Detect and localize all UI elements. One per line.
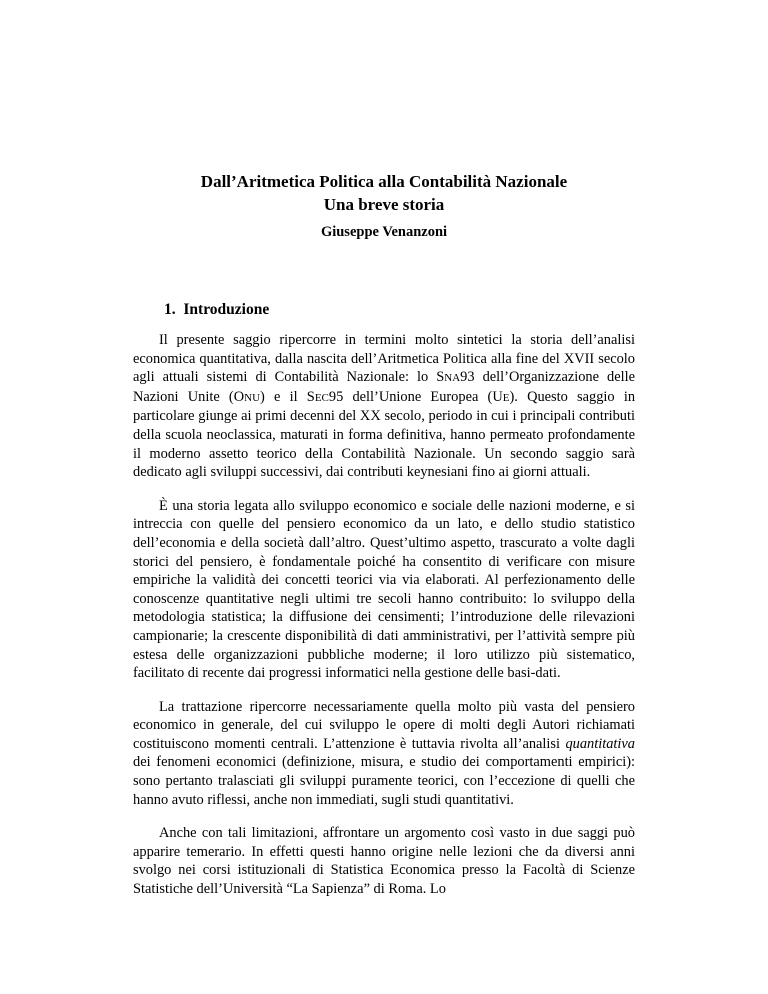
p1-text-d: 95 dell’Unione Europea (U [328, 388, 503, 405]
paragraph-2: È una storia legata allo sviluppo economico e sociale delle nazioni moderne, e si intreccia con quelle del pensiero economico da un lato, e dello studio statistico dell’economia e della società dall’altro. Quest’ultimo aspetto, trascurato a volte dagli storici del pensiero, è fondamentale poiché ha consentito di verificare con misure empiriche la validità dei concetti teorici via via elaborati. Al perfezionamento delle conoscenze quantitative negli ultimi tre secoli hanno contribuito: lo sviluppo della metodologia statistica; la diffusione dei censimenti; l’introduzione delle rilevazioni campionarie; la crescente disponibilità di dati amministrativi, per l’attività sempre più estesa delle organizzazioni pubbliche moderne; il loro utilizzo più sistematico, facilitato di recente dai progressi informatici nella gestione delle basi-dati. [133, 497, 635, 682]
p3-text-a: La trattazione ripercorre necessariamente quella molto più vasta del pensiero economico in generale, del cui sviluppo le opere di molti degli Autori richiamati costituiscono momenti centrali. L’attenzione è tuttavia rivolta all’analisi [133, 698, 635, 752]
section-title: Introduzione [183, 301, 270, 318]
title-block [0, 170, 768, 241]
p1-text-f: ). Questo saggio in particolare giunge ai primi decenni del XX secolo, periodo in cui i principali contributi della scuola neoclassica, maturati in forma definitiva, hanno permeato profondamente il moderno assetto teorico della Contabilità Nazionale. Un secondo saggio sarà dedicato agli sviluppi successivi, dai contributi keynesiani fino ai giorni attuali. [133, 388, 636, 481]
p3-text-b: dei fenomeni economici (definizione, misura, e studio dei comportamenti empirici): sono pertanto tralasciati gli sviluppi puramente teorici, con l’eccezione di quelli che hanno avuto riflessi, anche non immediati, sugli studi quantitativi. [133, 754, 635, 808]
p3-emphasis: quantitativa [565, 735, 635, 752]
paragraph-4: Anche con tali limitazioni, affrontare un argomento così vasto in due saggi può apparire temerario. In effetti questi hanno origine nelle lezioni che da diversi anni svolgo nei corsi istituzionali di Statistica Economica presso la Facoltà di Scienze Statistiche dell’Università “La Sapienza” di Roma. Lo [133, 825, 635, 898]
paragraph-1 [133, 331, 635, 482]
title-line-1: Dall’Aritmetica Politica alla Contabilità Nazionale [200, 172, 568, 191]
section-heading [164, 301, 269, 319]
p1-text-c: ) e il S [260, 388, 315, 405]
p1-smallcaps-ue: E [502, 391, 510, 404]
body-text [133, 331, 635, 914]
paper-title [0, 170, 768, 216]
title-line-2: Una breve storia [323, 195, 445, 214]
p1-smallcaps-onu: NU [244, 391, 261, 404]
p1-smallcaps-sec: EC [314, 391, 329, 404]
p1-text-b: 93 dell’Organizzazione delle Nazioni Unite (O [133, 369, 636, 405]
section-number: 1. [164, 301, 176, 318]
author-name: Giuseppe Venanzoni [320, 224, 448, 240]
p1-text-a: Il presente saggio ripercorre in termini molto sintetici la storia dell’analisi economica quantitativa, dalla nascita dell’Aritmetica Politica alla fine del XVII secolo agli attuali sistemi di Contabilità Nazionale: lo S [133, 332, 635, 386]
paragraph-3 [133, 698, 635, 810]
p1-smallcaps-sna: NA [444, 372, 461, 385]
